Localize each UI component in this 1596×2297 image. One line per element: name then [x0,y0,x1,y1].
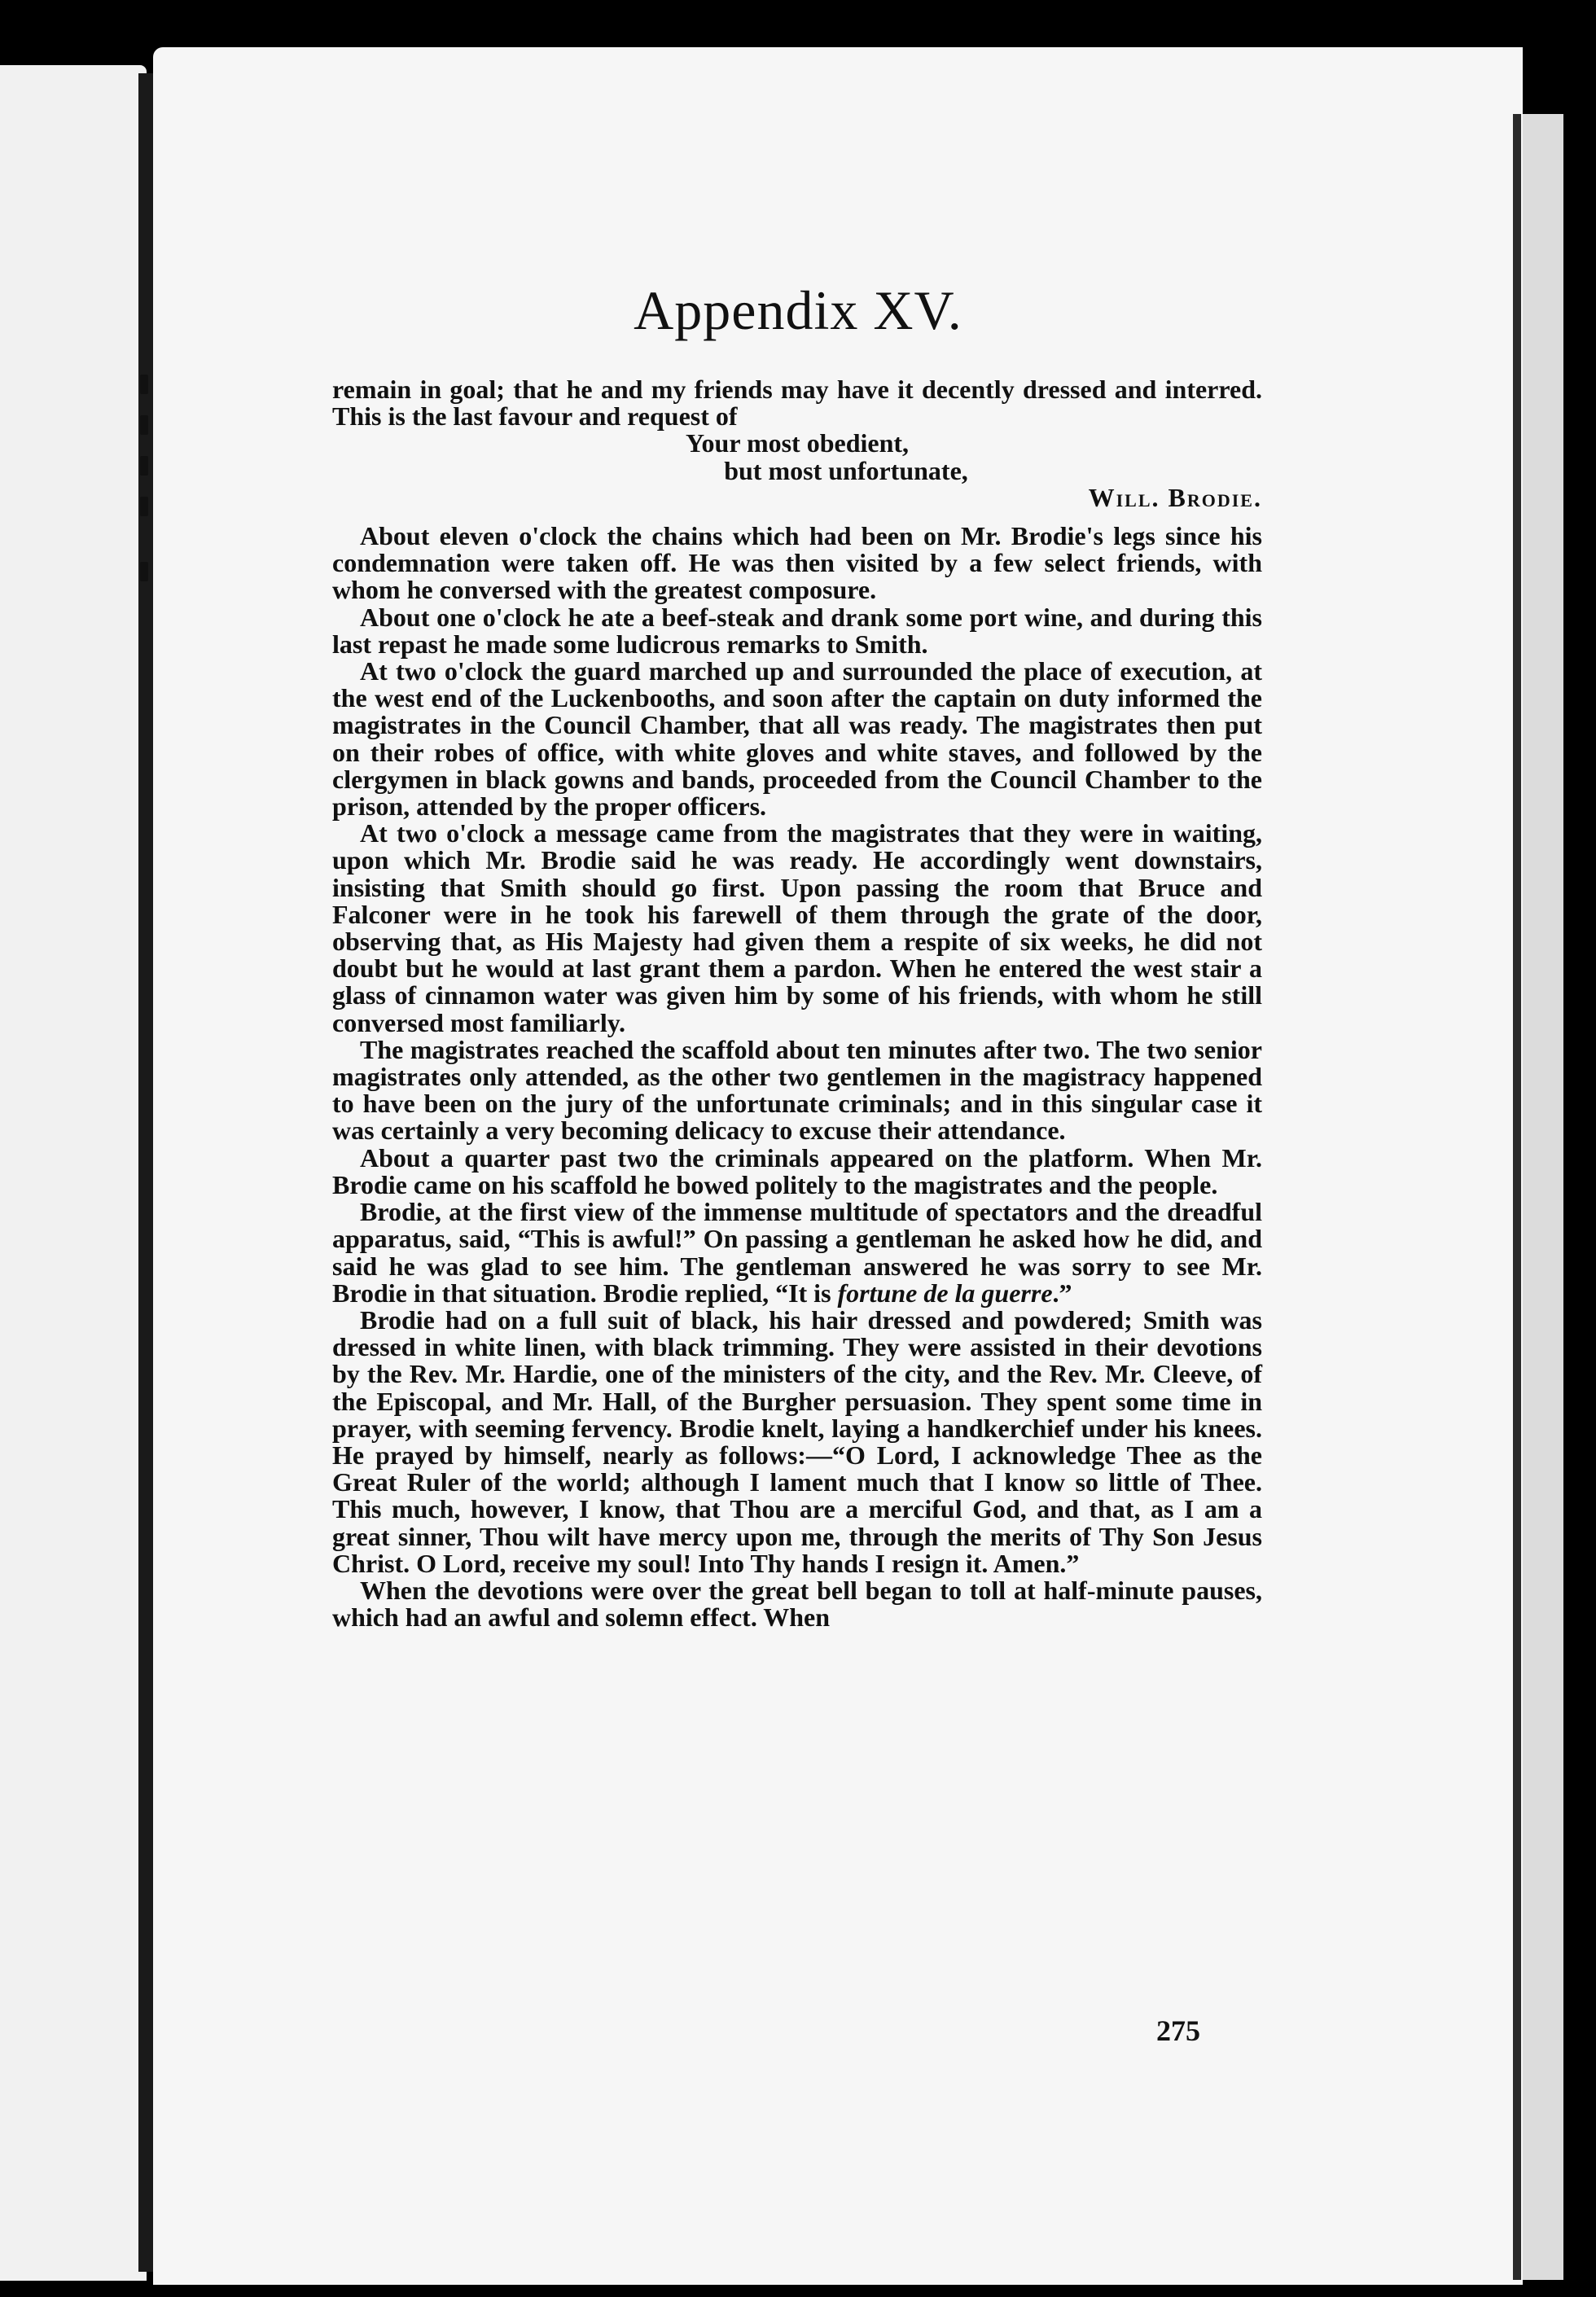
italic-phrase: fortune de la guerre [837,1278,1053,1308]
page-fore-edge [1523,114,1563,2280]
facing-page-edge [0,65,147,2281]
opening-paragraph: remain in goal; that he and my friends may have it decently dressed and interred. This is the last favour and request of [332,375,1262,432]
signature: Will. Brodie. [1088,482,1262,512]
page-shadow [1513,114,1521,2280]
page-number: 275 [1156,2014,1200,2047]
page-title: Appendix XV. [634,279,962,341]
paragraph-scaffold: The magistrates reached the scaffold about ten minutes after two. The two senior magistrates only attended, as the other two gentlemen in the magistracy happened to have been on the jury of the unfortunate criminals; and in this singular case it was certainly a very becoming delicacy to excuse their attendance. [332,1034,1262,1146]
paragraph-platform: About a quarter past two the criminals appeared on the platform. When Mr. Brodie came on his scaffold he bowed politely to the magistrates and the people. [332,1142,1262,1199]
paragraph-bell: When the devotions were over the great bell began to toll at half-minute pauses, which had an awful and solemn effect. When [332,1575,1262,1633]
book-gutter [138,73,153,2272]
paragraph-awful: Brodie, at the first view of the immense multitude of spectators and the dreadful apparatus, said, “This is awful!” On passing a gentleman he asked how he did, and said he was glad to see him. The gentleman answered he was sorry to see Mr. Brodie in that situation. Brodie replied, “It is fortune de la guerre.” [332,1197,1262,1308]
paragraph-message: At two o'clock a message came from the magistrates that they were in waiting, upon which Mr. Brodie said he was ready. He accordingly went downstairs, insisting that Smith should go first. Upon passing the room that Bruce and Falconer were in he took his farewell of them through the grate of the door, observing that, as His Majesty had given them a respite of six weeks, he did not doubt but he would at last grant them a pardon. When he entered the west stair a glass of cinnamon water was given him by some of his friends, with whom he still conversed most familiarly. [332,818,1262,1037]
paragraph-prayer: Brodie had on a full suit of black, his hair dressed and powdered; Smith was dressed in white linen, with black trimming. They were assisted in their devotions by the Rev. Mr. Hardie, one of the ministers of the city, and the Rev. Mr. Cleeve, of the Episcopal, and Mr. Hall, of the Burgher persuasion. They spent some time in prayer, with seeming fervency. Brodie knelt, laying a handkerchief under his knees. He prayed by himself, nearly as follows:—“O Lord, I acknowledge Thee as the Great Ruler of the world; although I lament much that I know so little of Thee. This much, however, I know, that Thou are a merciful God, and that, as I am a great sinner, Thou wilt have mercy upon me, through the merits of Thy Son Jesus Christ. O Lord, receive my soul! Into Thy hands I resign it. Amen.” [332,1304,1262,1578]
paragraph-chains: About eleven o'clock the chains which had been on Mr. Brodie's legs since his condemnation were taken off. He was then visited by a few select friends, with whom he conversed with the greatest composure. [332,521,1262,605]
closing-line-2: but most unfortunate, [724,455,968,485]
body-text [332,376,1262,1631]
closing-line-1: Your most obedient, [685,428,910,458]
paragraph-beefsteak: About one o'clock he ate a beef-steak and drank some port wine, and during this last repast he made some ludicrous remarks to Smith. [332,602,1262,659]
paragraph-guard: At two o'clock the guard marched up and surrounded the place of execution, at the west end of the Luckenbooths, and soon after the captain on duty informed the magistrates in the Council Chamber, that all was ready. The magistrates then put on their robes of office, with white gloves and white staves, and followed by the clergymen in black gowns and bands, proceeded from the Council Chamber to the prison, attended by the proper officers. [332,656,1262,822]
